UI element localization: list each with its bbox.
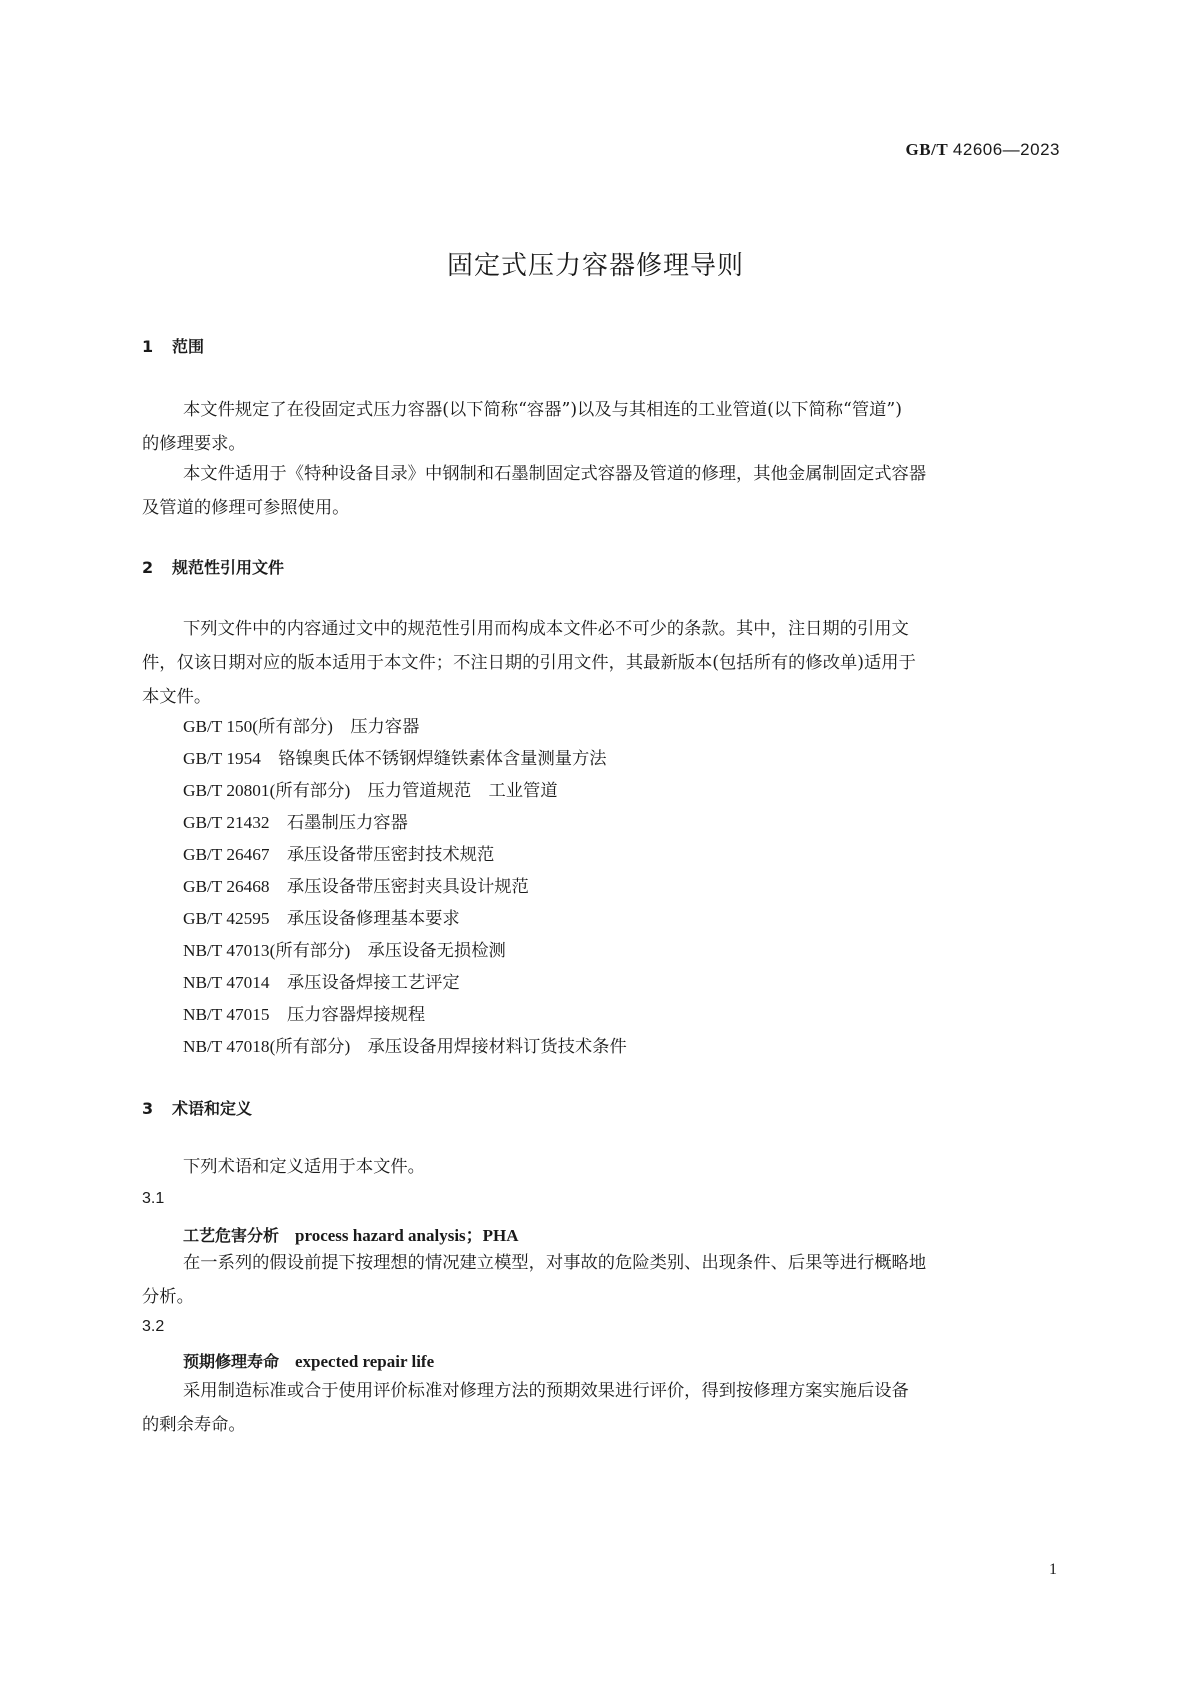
text-line: 采用制造标准或合于使用评价标准对修理方法的预期效果进行评价，得到按修理方案实施后设备 <box>183 1381 909 1401</box>
section-2-intro <box>142 612 1060 714</box>
reference-code: GB/T 42595 <box>183 909 270 928</box>
standard-code: GB/T <box>905 140 949 159</box>
reference-title: 承压设备无损检测 <box>367 941 506 961</box>
reference-title: 承压设备带压密封夹具设计规范 <box>286 877 529 897</box>
reference-title: 承压设备焊接工艺评定 <box>286 973 460 993</box>
text-line: 的修理要求。 <box>142 434 246 454</box>
reference-item <box>183 1000 425 1025</box>
text-line: 下列文件中的内容通过文中的规范性引用而构成本文件必不可少的条款。其中，注日期的引用文 <box>183 619 909 639</box>
section-1-paragraph-2 <box>142 457 1060 525</box>
section-title: 规范性引用文件 <box>172 558 285 577</box>
reference-code: GB/T 150(所有部分) <box>183 717 333 736</box>
term-chinese: 工艺危害分析 <box>183 1226 280 1245</box>
reference-item <box>183 744 607 769</box>
section-3-intro <box>142 1150 1060 1184</box>
text-line: 本文件规定了在役固定式压力容器(以下简称“容器”)以及与其相连的工业管道(以下简称“管道”) <box>183 400 902 420</box>
document-title: 固定式压力容器修理导则 <box>446 251 744 281</box>
term-number: 3.2 <box>142 1318 165 1335</box>
text-line: 在一系列的假设前提下按理想的情况建立模型，对事故的危险类别、出现条件、后果等进行概略地 <box>183 1253 927 1273</box>
section-3-heading <box>142 1096 252 1119</box>
reference-title: 压力容器焊接规程 <box>286 1005 426 1025</box>
text-line: 下列术语和定义适用于本文件。 <box>183 1157 425 1177</box>
reference-title: 承压设备修理基本要求 <box>286 909 460 929</box>
reference-item <box>183 776 558 801</box>
text-line: 本文件适用于《特种设备目录》中钢制和石墨制固定式容器及管道的修理，其他金属制固定式容器 <box>183 464 927 484</box>
section-title: 范围 <box>172 337 205 356</box>
reference-code: NB/T 47018(所有部分) <box>183 1037 351 1056</box>
section-2-heading <box>142 555 284 578</box>
reference-code: GB/T 20801(所有部分) <box>183 781 351 800</box>
term-definition <box>142 1374 1060 1442</box>
section-number: 1 <box>142 337 154 356</box>
reference-item <box>183 712 419 737</box>
term-heading <box>183 1349 434 1372</box>
reference-title: 承压设备带压密封技术规范 <box>286 845 495 865</box>
text-line: 的剩余寿命。 <box>142 1415 246 1435</box>
text-line: 本文件。 <box>142 687 212 707</box>
reference-item <box>183 936 506 961</box>
reference-item <box>183 808 408 833</box>
term-english: expected repair life <box>295 1352 435 1371</box>
section-1-heading <box>142 334 204 357</box>
reference-title: 承压设备用焊接材料订货技术条件 <box>367 1037 627 1057</box>
term-heading <box>183 1221 519 1246</box>
reference-title: 压力容器 <box>350 717 420 737</box>
reference-title: 石墨制压力容器 <box>286 813 408 833</box>
text-line: 件，仅该日期对应的版本适用于本文件；不注日期的引用文件，其最新版本(包括所有的修改单)适用于 <box>142 653 916 673</box>
reference-code: GB/T 26467 <box>183 845 270 864</box>
section-title: 术语和定义 <box>172 1099 253 1118</box>
reference-code: NB/T 47013(所有部分) <box>183 941 351 960</box>
term-english: process hazard analysis；PHA <box>295 1226 519 1245</box>
reference-title: 铬镍奥氏体不锈钢焊缝铁素体含量测量方法 <box>278 749 607 769</box>
page-number: 1 <box>1049 1561 1057 1578</box>
reference-code: GB/T 21432 <box>183 813 270 832</box>
standard-number <box>906 140 1060 160</box>
term-definition <box>142 1246 1060 1314</box>
reference-title: 压力管道规范 工业管道 <box>367 781 558 801</box>
standard-year-number: 42606—2023 <box>952 140 1060 159</box>
section-number: 3 <box>142 1099 154 1118</box>
section-1-paragraph-1 <box>142 393 1060 461</box>
reference-code: NB/T 47014 <box>183 973 270 992</box>
term-chinese: 预期修理寿命 <box>183 1352 280 1371</box>
text-line: 分析。 <box>142 1287 194 1307</box>
section-number: 2 <box>142 558 154 577</box>
reference-item <box>183 872 529 897</box>
reference-code: NB/T 47015 <box>183 1005 270 1024</box>
reference-item <box>183 904 460 929</box>
text-line: 及管道的修理可参照使用。 <box>142 498 350 518</box>
reference-item <box>183 968 460 993</box>
reference-code: GB/T 1954 <box>183 749 261 768</box>
reference-item <box>183 840 494 865</box>
reference-code: GB/T 26468 <box>183 877 270 896</box>
reference-item <box>183 1032 627 1057</box>
term-number: 3.1 <box>142 1190 165 1207</box>
